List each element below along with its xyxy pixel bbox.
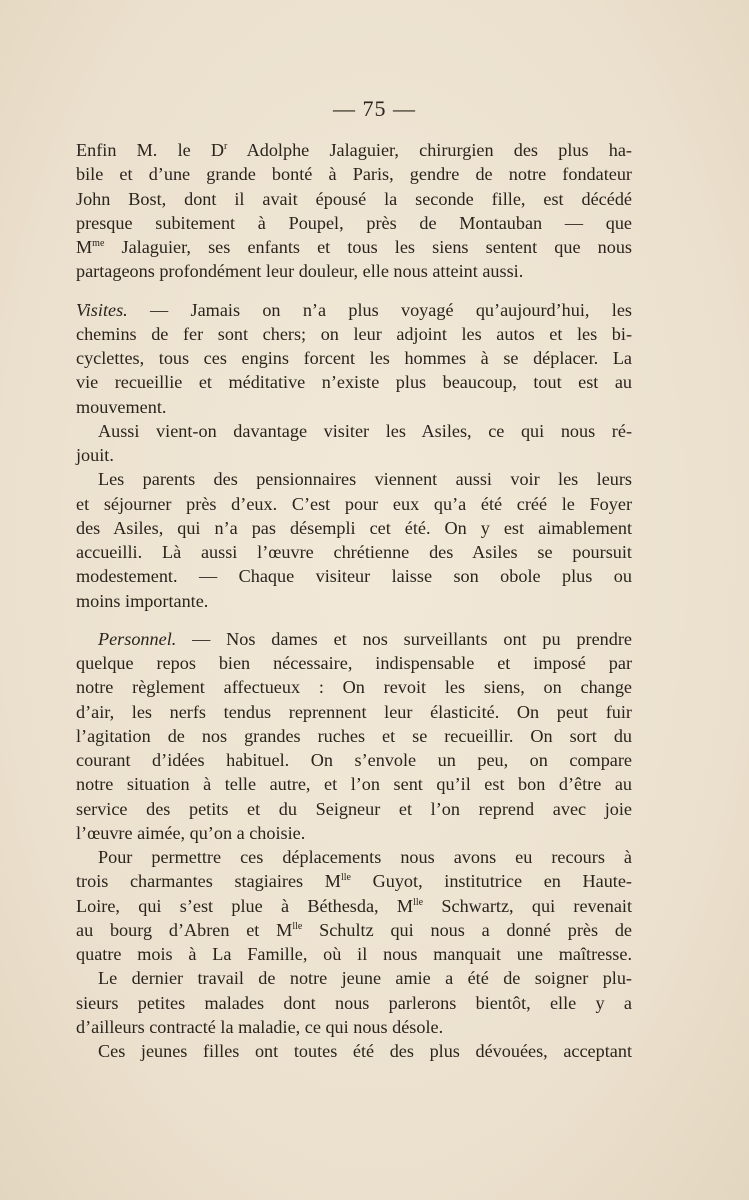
line-text: d’air, les nerfs tendus reprennent leur élasticité. On peut fuir — [76, 701, 632, 722]
text-line — [76, 516, 632, 540]
line-text: Enfin M. le D — [76, 140, 225, 160]
line-text: notre situation à telle autre, et l’on sent qu’il est bon d’être au — [76, 774, 632, 795]
text-line — [76, 821, 632, 845]
text-line — [76, 651, 632, 675]
text-line — [76, 589, 632, 613]
superscript: me — [92, 238, 105, 249]
line-text: Guyot, institutrice en Haute- — [350, 871, 632, 892]
line-text: Ces jeunes filles ont toutes été des plus dévouées, acceptant — [98, 1041, 632, 1061]
line-text: au bourg d’Abren et M — [76, 919, 293, 940]
line-text: chemins de fer sont chers; on leur adjoint les autos et les bi- — [76, 323, 632, 344]
text-line — [76, 894, 632, 918]
line-text: John Bost, dont il avait épousé la seconde fille, est décédé — [76, 188, 632, 209]
text-line — [76, 235, 632, 259]
line-text: jouit. — [76, 445, 114, 465]
text-line — [76, 492, 632, 516]
body-text — [76, 138, 632, 1063]
text-line — [76, 991, 632, 1015]
text-line — [76, 564, 632, 588]
text-line — [76, 346, 632, 370]
text-line — [76, 748, 632, 772]
text-line — [76, 797, 632, 821]
line-text: accueilli. Là aussi l’œuvre chrétienne des Asiles se poursuit — [76, 542, 632, 562]
text-line — [76, 187, 632, 211]
line-text: vie recueillie et méditative n’existe plus beaucoup, tout est au — [76, 372, 632, 393]
line-text: M — [76, 237, 93, 257]
text-line — [76, 918, 632, 942]
line-text: service des petits et du Seigneur et l’on reprend avec joie — [76, 798, 632, 819]
line-text: courant d’idées habituel. On s’envole un peu, on compare — [76, 750, 632, 770]
text-line — [76, 443, 632, 467]
line-text: l’œuvre aimée, qu’on a choisie. — [76, 822, 306, 843]
text-line — [76, 942, 632, 966]
superscript: r — [224, 141, 228, 152]
line-text: sieurs petites malades dont nous parlerons bientôt, elle y a — [76, 992, 632, 1013]
line-text: modestement. — Chaque visiteur laisse son obole plus ou — [76, 566, 632, 587]
line-text: cyclettes, tous ces engins forcent les hommes à se déplacer. La — [76, 348, 632, 368]
line-text: bile et d’une grande bonté à Paris, gendre de notre fondateur — [76, 164, 632, 185]
line-text: Le dernier travail de notre jeune amie a été de soigner plu- — [98, 968, 632, 989]
text-line — [76, 540, 632, 564]
text-line — [76, 138, 632, 162]
line-text: notre règlement affectueux : On revoit les siens, on change — [76, 677, 632, 698]
line-text: et séjourner près d’eux. C’est pour eux qu’a été créé le Foyer — [76, 493, 632, 514]
line-text: mouvement. — [76, 396, 167, 417]
text-line — [76, 419, 632, 443]
line-text: presque subitement à Poupel, près de Montauban — que — [76, 212, 632, 233]
line-text: Les parents des pensionnaires viennent aussi voir les leurs — [98, 469, 632, 490]
line-text: quatre mois à La Famille, où il nous manquait une maîtresse. — [76, 944, 632, 964]
text-line — [76, 162, 632, 186]
superscript: lle — [413, 896, 424, 908]
line-text: quelque repos bien nécessaire, indispensable et imposé par — [76, 653, 632, 673]
line-text: Schwartz, qui revenait — [423, 895, 632, 916]
text-line — [76, 322, 632, 346]
line-text: Loire, qui s’est plue à Béthesda, M — [76, 895, 414, 916]
line-text: — Jamais on n’a plus voyagé qu’aujourd’hui, les — [127, 299, 632, 320]
line-text: des Asiles, qui n’a pas désempli cet été. On y est aimablement — [76, 517, 632, 538]
superscript: lle — [292, 920, 303, 932]
text-line — [76, 627, 632, 651]
text-line — [76, 845, 632, 869]
paragraph-gap — [76, 613, 632, 627]
text-line — [76, 1039, 632, 1063]
line-text: Schultz qui nous a donné près de — [302, 919, 632, 940]
line-text: partageons profondément leur douleur, elle nous atteint aussi. — [76, 261, 524, 282]
text-line — [76, 395, 632, 419]
line-text: — Nos dames et nos surveillants ont pu prendre — [176, 628, 632, 649]
text-line — [76, 370, 632, 394]
text-line — [76, 772, 632, 796]
paragraph-gap — [76, 284, 632, 298]
line-text: trois charmantes stagiaires M — [76, 871, 341, 892]
text-line — [76, 467, 632, 491]
line-text: d’ailleurs contracté la maladie, ce qui nous désole. — [76, 1016, 444, 1037]
page-number: — 75 — — [333, 96, 416, 121]
line-text: l’agitation de nos grandes ruches et se recueillir. On sort du — [76, 725, 632, 746]
text-line — [76, 724, 632, 748]
text-line — [76, 298, 632, 322]
text-line — [76, 259, 632, 283]
text-line — [76, 869, 632, 893]
section-heading: Personnel. — [98, 628, 177, 649]
line-text: Pour permettre ces déplacements nous avons eu recours à — [98, 847, 632, 867]
section-heading: Visites. — [76, 299, 128, 320]
line-text: Jalaguier, ses enfants et tous les siens sentent que nous — [104, 237, 632, 257]
text-line — [76, 966, 632, 990]
superscript: lle — [340, 872, 351, 884]
text-line — [76, 1015, 632, 1039]
text-line — [76, 700, 632, 724]
line-text: Adolphe Jalaguier, chirurgien des plus ha- — [227, 140, 632, 160]
line-text: moins importante. — [76, 590, 209, 611]
line-text: Aussi vient-on davantage visiter les Asiles, ce qui nous ré- — [98, 420, 632, 441]
text-line — [76, 675, 632, 699]
text-line — [76, 211, 632, 235]
